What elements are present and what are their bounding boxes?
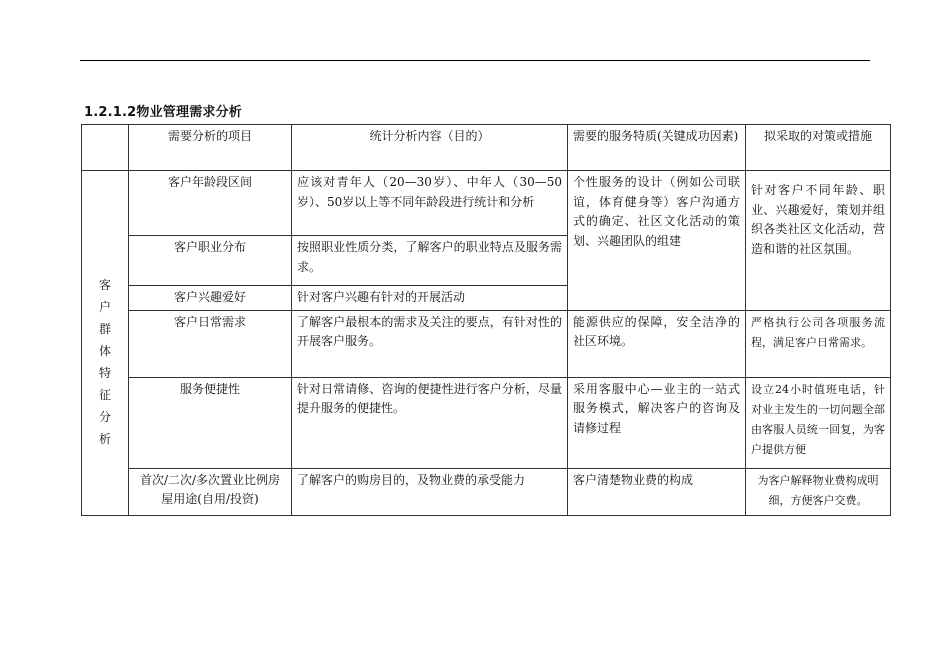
table-header-row xyxy=(82,125,891,171)
content-interests: 针对客户兴趣有针对的开展活动 xyxy=(292,286,568,311)
item-job-distribution: 客户职业分布 xyxy=(129,236,292,286)
header-quality: 需要的服务特质(关键成功因素) xyxy=(568,125,746,171)
content-convenience: 针对日常请修、咨询的便捷性进行客户分析，尽量提升服务的便捷性。 xyxy=(292,377,568,468)
item-age-range: 客户年龄段区间 xyxy=(129,171,292,236)
header-blank-cell xyxy=(82,125,129,171)
content-job-distribution: 按照职业性质分类，了解客户的职业特点及服务需求。 xyxy=(292,236,568,286)
table-row-convenience xyxy=(82,377,891,468)
header-content: 统计分析内容（目的） xyxy=(292,125,568,171)
header-item: 需要分析的项目 xyxy=(129,125,292,171)
header-measure: 拟采取的对策或措施 xyxy=(746,125,891,171)
item-interests: 客户兴趣爱好 xyxy=(129,286,292,311)
table-row-age xyxy=(82,171,891,236)
content-daily-needs: 了解客户最根本的需求及关注的要点，有针对性的开展客户服务。 xyxy=(292,310,568,377)
content-purchase-ratio: 了解客户的购房目的，及物业费的承受能力 xyxy=(292,468,568,515)
measure-convenience: 设立24小时值班电话，针对业主发生的一切问题全部由客服人员统一回复，为客户提供方便 xyxy=(746,377,891,468)
table-row-purchase xyxy=(82,468,891,515)
measure-purchase-ratio: 为客户解释物业费构成明细，方便客户交费。 xyxy=(746,468,891,515)
header-rule xyxy=(80,60,870,61)
quality-group-services: 个性服务的设计（例如公司联谊，体育健身等）客户沟通方式的确定、社区文化活动的策划、兴趣团队的组建 xyxy=(568,171,746,311)
item-daily-needs: 客户日常需求 xyxy=(129,310,292,377)
needs-analysis-table xyxy=(81,124,891,516)
measure-group-activities: 针对客户不同年龄、职业、兴趣爱好，策划并组织各类社区文化活动，营造和谐的社区氛围。 xyxy=(746,171,891,311)
item-purchase-ratio: 首次/二次/多次置业比例房屋用途(自用/投资) xyxy=(129,468,292,515)
section-title: 1.2.1.2物业管理需求分析 xyxy=(84,105,242,120)
side-label-customer-group: 客 户 群 体 特 征 分 析 xyxy=(82,171,129,516)
quality-purchase-ratio: 客户清楚物业费的构成 xyxy=(568,468,746,515)
content-age-range: 应该对青年人（20—30岁）、中年人（30—50岁）、50岁以上等不同年龄段进行统计和分析 xyxy=(292,171,568,236)
table-row-daily xyxy=(82,310,891,377)
measure-daily-needs: 严格执行公司各项服务流程，满足客户日常需求。 xyxy=(746,310,891,377)
item-convenience: 服务便捷性 xyxy=(129,377,292,468)
quality-daily-needs: 能源供应的保障，安全洁净的社区环境。 xyxy=(568,310,746,377)
quality-convenience: 采用客服中心—业主的一站式服务模式，解决客户的咨询及请修过程 xyxy=(568,377,746,468)
